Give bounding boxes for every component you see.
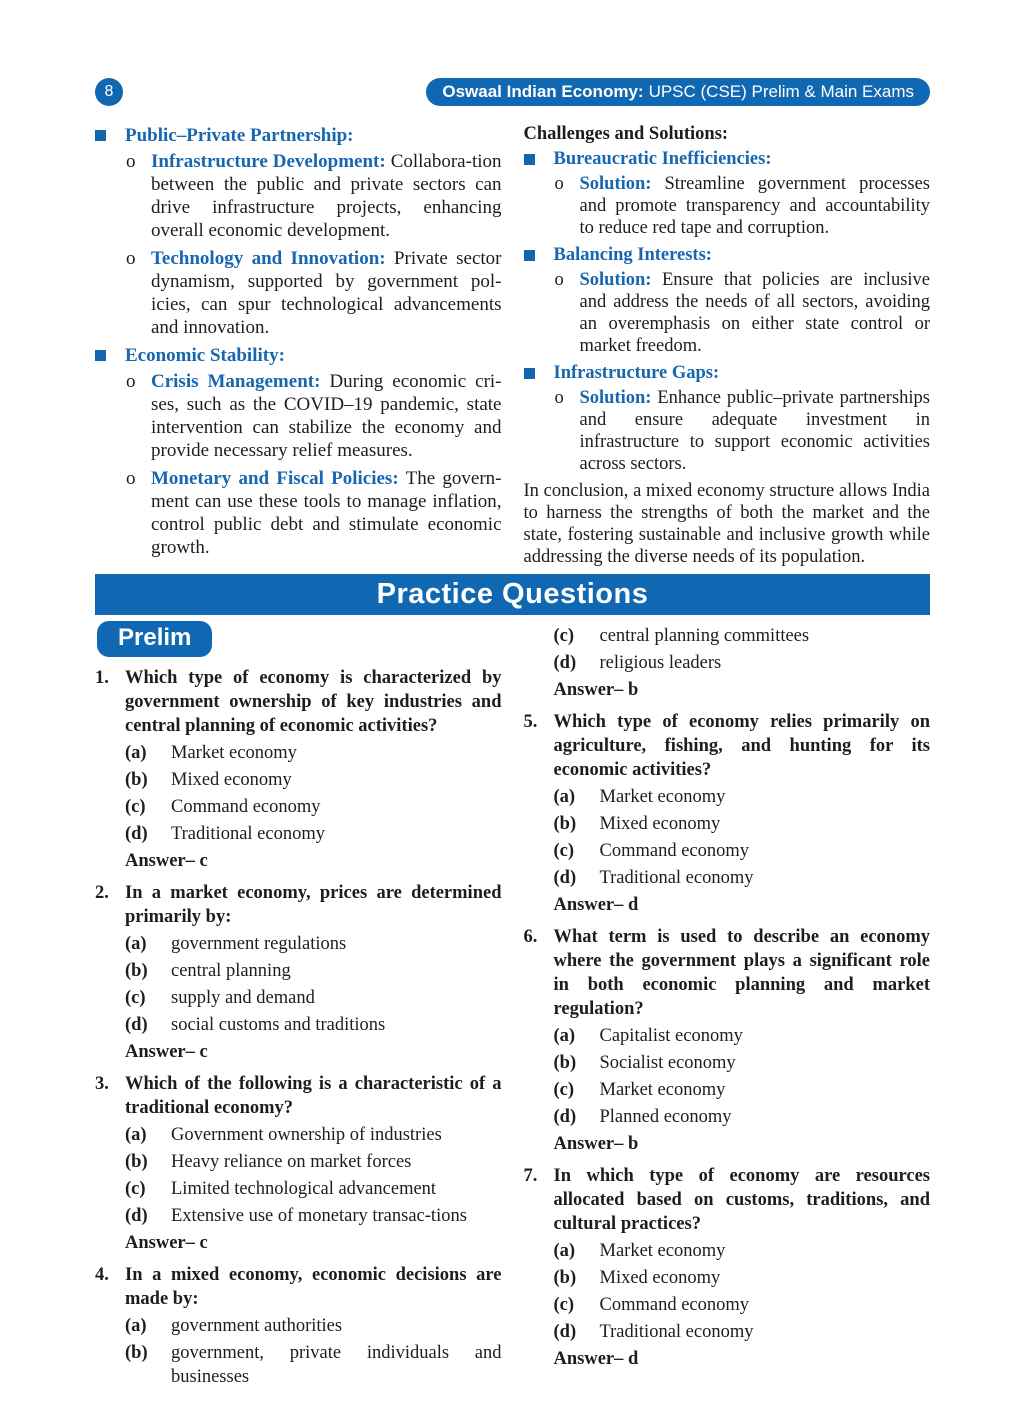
question-row [95, 1263, 502, 1311]
sub-item-marker: o [126, 371, 136, 392]
question-block [524, 624, 931, 702]
option-row [554, 1051, 931, 1075]
question-block [95, 1263, 502, 1389]
option-text: central planning [171, 961, 291, 981]
option-text: Heavy reliance on market forces [171, 1152, 412, 1172]
sub-item-marker: o [554, 270, 564, 290]
sub-item-marker: o [126, 248, 136, 269]
option-row [125, 741, 502, 765]
question-row [524, 925, 931, 1021]
sub-item-marker: o [126, 151, 136, 172]
question-number: 5. [523, 712, 538, 732]
option-letter: (b) [553, 1268, 577, 1288]
option-letter: (a) [125, 1316, 147, 1336]
option-row [125, 1204, 502, 1228]
option-letter: (a) [553, 1241, 576, 1261]
option-text: Capitalist economy [599, 1026, 743, 1046]
questions-column-left [95, 621, 502, 1397]
option-row [554, 1239, 931, 1263]
note-paragraph [151, 467, 502, 559]
option-text: supply and demand [171, 988, 315, 1008]
option-letter: (b) [125, 961, 148, 981]
note-label: Solution: [579, 174, 652, 194]
note-title-text: Infrastructure Gaps: [553, 363, 720, 383]
questions-section [95, 621, 930, 1397]
question-text: In a market economy, prices are determined primarily by: [125, 883, 502, 927]
answer-label: Answer– d [553, 1349, 639, 1369]
answer-label: Answer– b [553, 1134, 639, 1154]
note-title-text: Economic Stability: [125, 345, 285, 366]
question-number: 2. [95, 883, 109, 903]
option-letter: (a) [125, 1125, 147, 1145]
option-letter: (c) [553, 1080, 575, 1100]
note-text: The govern-ment can use these tools to manage inflation, control public debt and stimulate economic growth. [151, 468, 502, 558]
option-row [125, 768, 502, 792]
question-body [554, 624, 931, 702]
note-text: Collabora-tion between the public and private sectors can drive infrastructure projects, enhancing overall economic development. [151, 151, 502, 241]
sub-item-marker: o [554, 174, 564, 194]
note-section-title [524, 244, 931, 266]
question-row [95, 666, 502, 738]
question-body [554, 785, 931, 917]
notes-column-right [524, 122, 931, 568]
note-paragraph [580, 173, 931, 239]
question-block [524, 710, 931, 917]
option-letter: (b) [125, 770, 148, 790]
question-block [524, 1164, 931, 1371]
option-letter: (d) [553, 1322, 577, 1342]
question-body [125, 741, 502, 873]
question-row [95, 1072, 502, 1120]
option-letter: (c) [125, 988, 146, 1008]
question-number: 6. [523, 927, 538, 947]
option-text: religious leaders [599, 653, 722, 673]
question-body [125, 1314, 502, 1389]
option-text: Government ownership of industries [171, 1125, 442, 1145]
bullet-square-icon [524, 154, 535, 165]
conclusion-paragraph: In conclusion, a mixed economy structure allows India to harness the strengths of both the market and the state, fostering sustainable and inclusive growth while addressing the diverse needs of its population. [523, 481, 930, 567]
option-letter: (d) [125, 1206, 148, 1226]
question-number: 3. [95, 1074, 109, 1094]
bullet-square-icon [95, 350, 106, 361]
question-body [125, 932, 502, 1064]
option-row [125, 1013, 502, 1037]
option-row [125, 1150, 502, 1174]
option-row [125, 795, 502, 819]
option-text: Traditional economy [171, 824, 325, 844]
option-row [125, 1341, 502, 1389]
option-row [554, 1266, 931, 1290]
note-title-text: Public–Private Partnership: [125, 125, 354, 146]
option-row [125, 959, 502, 983]
option-text: Command economy [599, 1295, 750, 1315]
option-letter: (b) [125, 1152, 148, 1172]
note-text: Streamline government processes and promote transparency and accountability to reduce red tape and corruption. [579, 174, 930, 238]
notes-section [95, 122, 930, 568]
note-item [95, 467, 502, 559]
option-letter: (b) [125, 1343, 148, 1363]
questions-left-list [95, 666, 502, 1389]
page-number-badge [95, 78, 123, 106]
option-row [125, 1314, 502, 1338]
note-label: Solution: [579, 270, 652, 290]
option-text: Mixed economy [599, 814, 721, 834]
option-row [125, 1177, 502, 1201]
practice-questions-banner: Practice Questions [95, 574, 930, 615]
option-row [554, 785, 931, 809]
option-text: government regulations [171, 934, 347, 954]
question-block [95, 666, 502, 873]
answer-label: Answer– c [125, 851, 208, 871]
note-item [95, 150, 502, 242]
option-letter: (a) [125, 934, 147, 954]
option-text: Limited technological advancement [171, 1179, 437, 1199]
question-block [524, 925, 931, 1156]
note-item [95, 370, 502, 462]
notes-column-left [95, 122, 502, 568]
option-letter: (d) [125, 1015, 148, 1035]
question-text: What term is used to describe an economy where the government plays a significant role in both economic planning and market regulation? [553, 927, 930, 1019]
note-text: Private sector dynamism, supported by government pol-icies, can spur technological advancements and innovation. [151, 248, 502, 338]
option-text: Command economy [171, 797, 321, 817]
question-text: Which of the following is a characteristic of a traditional economy? [125, 1074, 502, 1118]
option-text: Command economy [599, 841, 750, 861]
book-title-rest: UPSC (CSE) Prelim & Main Exams [648, 82, 914, 101]
bullet-square-icon [524, 368, 535, 379]
answer-label: Answer– c [125, 1042, 208, 1062]
option-letter: (c) [125, 1179, 146, 1199]
question-body [554, 1239, 931, 1371]
note-text: Ensure that policies are inclusive and address the needs of all sectors, avoiding an overemphasis on either state control or market freedom. [579, 270, 930, 356]
note-section-title [95, 124, 502, 147]
note-item [524, 173, 931, 239]
option-text: government authorities [171, 1316, 343, 1336]
option-letter: (c) [553, 1295, 575, 1315]
option-row [554, 1078, 931, 1102]
option-letter: (a) [553, 787, 576, 807]
option-text: Market economy [171, 743, 297, 763]
option-letter: (c) [553, 841, 575, 861]
option-row [554, 624, 931, 648]
note-label: Solution: [579, 388, 652, 408]
question-number: 4. [95, 1265, 109, 1285]
question-body [125, 1123, 502, 1255]
note-item [95, 247, 502, 339]
option-text: Socialist economy [599, 1053, 736, 1073]
question-text: Which type of economy relies primarily on agriculture, fishing, and hunting for its economic activities? [553, 712, 930, 780]
note-paragraph [151, 370, 502, 462]
question-body [554, 1024, 931, 1156]
note-text: During economic cri-ses, such as the COVID–19 pandemic, state intervention can stabilize the economy and provide necessary relief measures. [151, 371, 502, 461]
option-row [125, 932, 502, 956]
note-paragraph [151, 247, 502, 339]
option-text: Traditional economy [599, 1322, 754, 1342]
option-letter: (c) [553, 626, 575, 646]
question-text: Which type of economy is characterized by government ownership of key industries and central planning of economic activities? [125, 668, 502, 736]
questions-column-right [524, 621, 931, 1397]
option-row [554, 1320, 931, 1344]
option-text: Mixed economy [599, 1268, 721, 1288]
note-paragraph [580, 387, 931, 475]
option-text: Mixed economy [171, 770, 292, 790]
option-letter: (a) [553, 1026, 576, 1046]
option-letter: (b) [553, 814, 577, 834]
question-row [95, 881, 502, 929]
answer-label: Answer– d [553, 895, 639, 915]
book-title-bold: Oswaal Indian Economy: [442, 82, 644, 101]
bullet-square-icon [95, 130, 106, 141]
bullet-square-icon [524, 250, 535, 261]
note-title-text: Balancing Interests: [553, 245, 712, 265]
question-block [95, 881, 502, 1064]
option-text: government, private individuals and businesses [171, 1343, 502, 1387]
question-row [524, 710, 931, 782]
option-letter: (d) [553, 1107, 577, 1127]
option-letter: (d) [553, 653, 577, 673]
question-text: In a mixed economy, economic decisions are made by: [125, 1265, 502, 1309]
option-letter: (b) [553, 1053, 577, 1073]
sub-item-marker: o [126, 468, 136, 489]
note-section-title [524, 362, 931, 384]
question-text: In which type of economy are resources allocated based on customs, traditions, and cultural practices? [553, 1166, 930, 1234]
question-row [524, 1164, 931, 1236]
notes-right-heading: Challenges and Solutions: [523, 124, 729, 144]
note-label: Infrastructure Development: [151, 151, 386, 172]
note-paragraph [151, 150, 502, 242]
note-label: Technology and Innovation: [151, 248, 386, 269]
option-row [125, 822, 502, 846]
option-letter: (a) [125, 743, 147, 763]
question-number: 1. [95, 668, 109, 688]
option-row [125, 986, 502, 1010]
prelim-badge: Prelim [97, 621, 212, 657]
option-row [554, 1024, 931, 1048]
question-number: 7. [523, 1166, 538, 1186]
option-text: Market economy [599, 1080, 726, 1100]
note-text: Enhance public–private partnerships and ensure adequate investment in infrastructure to support economic activities across sectors. [579, 388, 930, 474]
page-number: 8 [104, 83, 114, 100]
answer-label: Answer– c [125, 1233, 208, 1253]
option-row [554, 839, 931, 863]
option-text: social customs and traditions [171, 1015, 386, 1035]
option-text: Planned economy [599, 1107, 732, 1127]
question-block [95, 1072, 502, 1255]
option-text: Extensive use of monetary transac-tions [171, 1206, 467, 1226]
option-letter: (c) [125, 797, 146, 817]
note-item [524, 269, 931, 357]
option-row [125, 1123, 502, 1147]
sub-item-marker: o [554, 388, 564, 408]
note-title-text: Bureaucratic Inefficiencies: [553, 149, 772, 169]
note-section-title [524, 148, 931, 170]
option-row [554, 812, 931, 836]
option-text: Market economy [599, 787, 726, 807]
option-text: Traditional economy [599, 868, 754, 888]
page-header [95, 78, 930, 106]
option-row [554, 651, 931, 675]
note-label: Crisis Management: [151, 371, 321, 392]
note-item [524, 387, 931, 475]
option-row [554, 1293, 931, 1317]
option-row [554, 1105, 931, 1129]
option-text: Market economy [599, 1241, 726, 1261]
book-title-pill [426, 78, 930, 106]
option-letter: (d) [125, 824, 148, 844]
note-paragraph [580, 269, 931, 357]
answer-label: Answer– b [553, 680, 639, 700]
note-label: Monetary and Fiscal Policies: [151, 468, 399, 489]
note-section-title [95, 344, 502, 367]
option-text: central planning committees [599, 626, 810, 646]
option-letter: (d) [553, 868, 577, 888]
option-row [554, 866, 931, 890]
